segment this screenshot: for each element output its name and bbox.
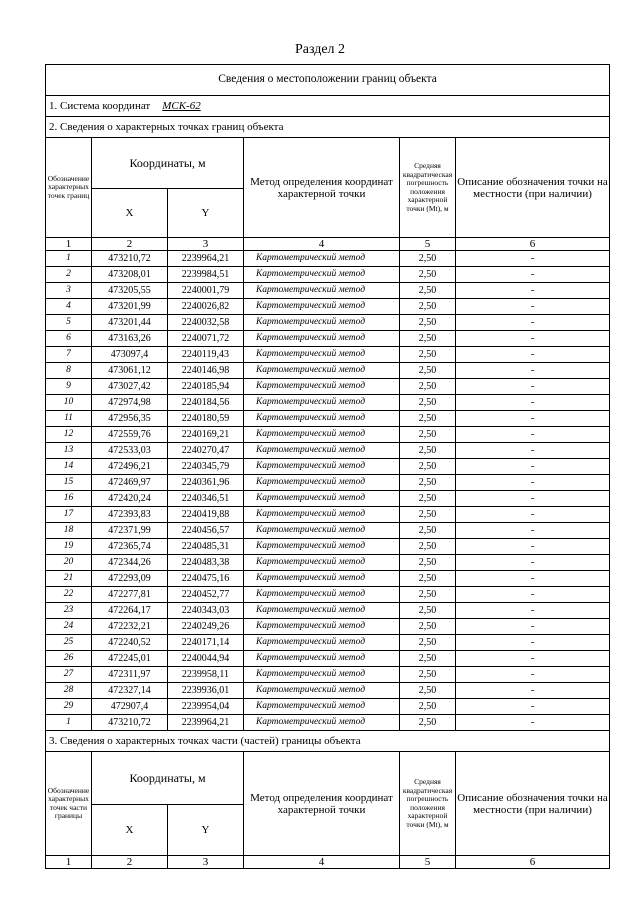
x-cell: 473210,72 (92, 715, 168, 731)
point-id-cell: 6 (46, 331, 92, 347)
coord-system-label: 1. Система координат (49, 99, 151, 112)
precision-cell: 2,50 (400, 267, 456, 283)
section3-title: 3. Сведения о характерных точках части (частей) границы объекта (46, 731, 610, 752)
y-cell: 2240169,21 (168, 427, 244, 443)
point-id-cell: 2 (46, 267, 92, 283)
table-row (46, 331, 610, 347)
column-numbers-row-3 (46, 856, 610, 869)
method-cell: Картометрический метод (244, 363, 400, 379)
x-cell: 473097,4 (92, 347, 168, 363)
x-cell: 472907,4 (92, 699, 168, 715)
description-cell: - (456, 283, 610, 299)
description-cell: - (456, 571, 610, 587)
precision-cell: 2,50 (400, 667, 456, 683)
column-number: 6 (456, 238, 610, 251)
table-row (46, 555, 610, 571)
point-id-cell: 12 (46, 427, 92, 443)
column-number: 4 (244, 238, 400, 251)
column-number: 5 (400, 238, 456, 251)
column-number: 3 (168, 238, 244, 251)
y-cell: 2240180,59 (168, 411, 244, 427)
point-id-cell: 21 (46, 571, 92, 587)
table-row (46, 363, 610, 379)
description-cell: - (456, 635, 610, 651)
method-cell: Картометрический метод (244, 395, 400, 411)
precision-cell: 2,50 (400, 507, 456, 523)
table-row (46, 315, 610, 331)
x-cell: 472956,35 (92, 411, 168, 427)
x-cell: 472293,09 (92, 571, 168, 587)
precision-cell: 2,50 (400, 363, 456, 379)
section2-title: 2. Сведения о характерных точках границ объекта (46, 117, 610, 138)
point-id-cell: 17 (46, 507, 92, 523)
y-cell: 2240119,43 (168, 347, 244, 363)
method-cell: Картометрический метод (244, 315, 400, 331)
method-cell: Картометрический метод (244, 715, 400, 731)
table-row (46, 699, 610, 715)
description-cell: - (456, 427, 610, 443)
precision-cell: 2,50 (400, 411, 456, 427)
y-cell: 2239984,51 (168, 267, 244, 283)
point-id-cell: 10 (46, 395, 92, 411)
precision-cell: 2,50 (400, 347, 456, 363)
column-number: 1 (46, 238, 92, 251)
table-row (46, 619, 610, 635)
point-id-cell: 22 (46, 587, 92, 603)
precision-cell: 2,50 (400, 331, 456, 347)
description-cell: - (456, 299, 610, 315)
y-cell: 2240456,57 (168, 523, 244, 539)
point-id-cell: 26 (46, 651, 92, 667)
y-cell: 2240452,77 (168, 587, 244, 603)
description-cell: - (456, 251, 610, 267)
precision-cell: 2,50 (400, 619, 456, 635)
point-id-cell: 1 (46, 251, 92, 267)
table-row (46, 539, 610, 555)
x-cell: 472264,17 (92, 603, 168, 619)
method-cell: Картометрический метод (244, 427, 400, 443)
method-cell: Картометрический метод (244, 555, 400, 571)
method-cell: Картометрический метод (244, 667, 400, 683)
method-cell: Картометрический метод (244, 443, 400, 459)
table-row (46, 587, 610, 603)
point-id-cell: 15 (46, 475, 92, 491)
y-cell: 2239964,21 (168, 251, 244, 267)
section-heading: Раздел 2 (294, 42, 346, 57)
x-cell: 473201,44 (92, 315, 168, 331)
description-cell: - (456, 587, 610, 603)
x-cell: 472311,97 (92, 667, 168, 683)
precision-cell: 2,50 (400, 475, 456, 491)
table-row (46, 475, 610, 491)
y-cell: 2240171,14 (168, 635, 244, 651)
point-id-cell: 23 (46, 603, 92, 619)
y-cell: 2240146,98 (168, 363, 244, 379)
y-cell: 2239936,01 (168, 683, 244, 699)
column-number: 1 (46, 856, 92, 869)
point-id-cell: 19 (46, 539, 92, 555)
x-cell: 472559,76 (92, 427, 168, 443)
x-cell: 473201,99 (92, 299, 168, 315)
table-row (46, 571, 610, 587)
description-cell: - (456, 555, 610, 571)
boundary-table (45, 64, 610, 869)
method-cell: Картометрический метод (244, 331, 400, 347)
header3-coordinates: Координаты, м (92, 752, 244, 805)
point-id-cell: 11 (46, 411, 92, 427)
point-id-cell: 8 (46, 363, 92, 379)
y-cell: 2240032,58 (168, 315, 244, 331)
x-cell: 472240,52 (92, 635, 168, 651)
table-row (46, 379, 610, 395)
point-id-cell: 18 (46, 523, 92, 539)
x-cell: 472245,01 (92, 651, 168, 667)
x-cell: 472533,03 (92, 443, 168, 459)
table-row (46, 299, 610, 315)
y-cell: 2240346,51 (168, 491, 244, 507)
table-row (46, 251, 610, 267)
precision-cell: 2,50 (400, 683, 456, 699)
precision-cell: 2,50 (400, 651, 456, 667)
method-cell: Картометрический метод (244, 539, 400, 555)
y-cell: 2239964,21 (168, 715, 244, 731)
x-cell: 472327,14 (92, 683, 168, 699)
table-title: Сведения о местоположении границ объекта (46, 65, 610, 96)
table-row (46, 283, 610, 299)
column-number: 6 (456, 856, 610, 869)
header3-method: Метод определения координат характерной точки (244, 752, 400, 856)
precision-cell: 2,50 (400, 491, 456, 507)
point-id-cell: 7 (46, 347, 92, 363)
y-cell: 2240185,94 (168, 379, 244, 395)
description-cell: - (456, 667, 610, 683)
method-cell: Картометрический метод (244, 491, 400, 507)
table-row (46, 683, 610, 699)
description-cell: - (456, 539, 610, 555)
header-precision: Средняя квадратическая погрешность положения характерной точки (Mt), м (400, 138, 456, 238)
description-cell: - (456, 491, 610, 507)
table-row (46, 651, 610, 667)
precision-cell: 2,50 (400, 459, 456, 475)
column-number: 4 (244, 856, 400, 869)
x-cell: 473208,01 (92, 267, 168, 283)
method-cell: Картометрический метод (244, 379, 400, 395)
description-cell: - (456, 699, 610, 715)
method-cell: Картометрический метод (244, 651, 400, 667)
y-cell: 2240044,94 (168, 651, 244, 667)
description-cell: - (456, 363, 610, 379)
header-x: X (92, 189, 168, 238)
precision-cell: 2,50 (400, 571, 456, 587)
column-number: 5 (400, 856, 456, 869)
point-id-cell: 9 (46, 379, 92, 395)
precision-cell: 2,50 (400, 395, 456, 411)
table-row (46, 507, 610, 523)
header-designation: Обозначение характерных точек границ (46, 138, 92, 238)
table-row (46, 395, 610, 411)
point-id-cell: 27 (46, 667, 92, 683)
header-method: Метод определения координат характерной точки (244, 138, 400, 238)
header3-x: X (92, 805, 168, 856)
y-cell: 2240361,96 (168, 475, 244, 491)
header3-precision: Средняя квадратическая погрешность положения характерной точки (Mt), м (400, 752, 456, 856)
point-id-cell: 14 (46, 459, 92, 475)
x-cell: 472232,21 (92, 619, 168, 635)
description-cell: - (456, 619, 610, 635)
description-cell: - (456, 683, 610, 699)
precision-cell: 2,50 (400, 443, 456, 459)
table-row (46, 491, 610, 507)
point-id-cell: 13 (46, 443, 92, 459)
y-cell: 2240475,16 (168, 571, 244, 587)
table-row (46, 715, 610, 731)
y-cell: 2240071,72 (168, 331, 244, 347)
precision-cell: 2,50 (400, 603, 456, 619)
method-cell: Картометрический метод (244, 459, 400, 475)
y-cell: 2239958,11 (168, 667, 244, 683)
table-row (46, 443, 610, 459)
precision-cell: 2,50 (400, 699, 456, 715)
precision-cell: 2,50 (400, 555, 456, 571)
header3-description: Описание обозначения точки на местности (при наличии) (456, 752, 610, 856)
x-cell: 472365,74 (92, 539, 168, 555)
header-y: Y (168, 189, 244, 238)
table-row (46, 523, 610, 539)
coord-system-value: МСК-62 (162, 99, 201, 112)
column-number: 3 (168, 856, 244, 869)
description-cell: - (456, 267, 610, 283)
y-cell: 2240184,56 (168, 395, 244, 411)
x-cell: 472371,99 (92, 523, 168, 539)
column-number: 2 (92, 238, 168, 251)
method-cell: Картометрический метод (244, 619, 400, 635)
description-cell: - (456, 347, 610, 363)
y-cell: 2240026,82 (168, 299, 244, 315)
description-cell: - (456, 331, 610, 347)
x-cell: 473205,55 (92, 283, 168, 299)
precision-cell: 2,50 (400, 635, 456, 651)
coord-system-row (46, 96, 610, 117)
method-cell: Картометрический метод (244, 251, 400, 267)
method-cell: Картометрический метод (244, 507, 400, 523)
y-cell: 2240483,38 (168, 555, 244, 571)
y-cell: 2240249,26 (168, 619, 244, 635)
precision-cell: 2,50 (400, 299, 456, 315)
description-cell: - (456, 443, 610, 459)
table-row (46, 267, 610, 283)
precision-cell: 2,50 (400, 427, 456, 443)
x-cell: 472277,81 (92, 587, 168, 603)
method-cell: Картометрический метод (244, 571, 400, 587)
method-cell: Картометрический метод (244, 587, 400, 603)
x-cell: 472496,21 (92, 459, 168, 475)
point-id-cell: 3 (46, 283, 92, 299)
y-cell: 2240001,79 (168, 283, 244, 299)
precision-cell: 2,50 (400, 251, 456, 267)
method-cell: Картометрический метод (244, 603, 400, 619)
point-id-cell: 1 (46, 715, 92, 731)
y-cell: 2239954,04 (168, 699, 244, 715)
method-cell: Картометрический метод (244, 347, 400, 363)
description-cell: - (456, 315, 610, 331)
header-description: Описание обозначения точки на местности (при наличии) (456, 138, 610, 238)
description-cell: - (456, 395, 610, 411)
description-cell: - (456, 603, 610, 619)
table-row (46, 635, 610, 651)
precision-cell: 2,50 (400, 523, 456, 539)
description-cell: - (456, 715, 610, 731)
method-cell: Картометрический метод (244, 475, 400, 491)
description-cell: - (456, 507, 610, 523)
x-cell: 473061,12 (92, 363, 168, 379)
table-row (46, 411, 610, 427)
method-cell: Картометрический метод (244, 283, 400, 299)
point-id-cell: 28 (46, 683, 92, 699)
table-row (46, 667, 610, 683)
precision-cell: 2,50 (400, 379, 456, 395)
x-cell: 473027,42 (92, 379, 168, 395)
method-cell: Картометрический метод (244, 267, 400, 283)
header3-y: Y (168, 805, 244, 856)
point-id-cell: 5 (46, 315, 92, 331)
precision-cell: 2,50 (400, 283, 456, 299)
description-cell: - (456, 651, 610, 667)
table-row (46, 459, 610, 475)
precision-cell: 2,50 (400, 587, 456, 603)
point-id-cell: 20 (46, 555, 92, 571)
x-cell: 472344,26 (92, 555, 168, 571)
precision-cell: 2,50 (400, 715, 456, 731)
method-cell: Картометрический метод (244, 523, 400, 539)
x-cell: 472974,98 (92, 395, 168, 411)
y-cell: 2240343,03 (168, 603, 244, 619)
method-cell: Картометрический метод (244, 411, 400, 427)
y-cell: 2240345,79 (168, 459, 244, 475)
method-cell: Картометрический метод (244, 683, 400, 699)
y-cell: 2240270,47 (168, 443, 244, 459)
description-cell: - (456, 411, 610, 427)
table-row (46, 347, 610, 363)
column-number: 2 (92, 856, 168, 869)
point-id-cell: 16 (46, 491, 92, 507)
point-id-cell: 24 (46, 619, 92, 635)
x-cell: 472469,97 (92, 475, 168, 491)
x-cell: 473163,26 (92, 331, 168, 347)
description-cell: - (456, 459, 610, 475)
column-numbers-row (46, 238, 610, 251)
x-cell: 473210,72 (92, 251, 168, 267)
description-cell: - (456, 523, 610, 539)
method-cell: Картометрический метод (244, 299, 400, 315)
table-row (46, 603, 610, 619)
point-id-cell: 29 (46, 699, 92, 715)
method-cell: Картометрический метод (244, 699, 400, 715)
header3-designation: Обозначение характерных точек части границы (46, 752, 92, 856)
description-cell: - (456, 475, 610, 491)
y-cell: 2240485,31 (168, 539, 244, 555)
table-row (46, 427, 610, 443)
x-cell: 472393,83 (92, 507, 168, 523)
description-cell: - (456, 379, 610, 395)
point-id-cell: 25 (46, 635, 92, 651)
precision-cell: 2,50 (400, 539, 456, 555)
point-id-cell: 4 (46, 299, 92, 315)
y-cell: 2240419,88 (168, 507, 244, 523)
precision-cell: 2,50 (400, 315, 456, 331)
header-coordinates: Координаты, м (92, 138, 244, 189)
x-cell: 472420,24 (92, 491, 168, 507)
method-cell: Картометрический метод (244, 635, 400, 651)
